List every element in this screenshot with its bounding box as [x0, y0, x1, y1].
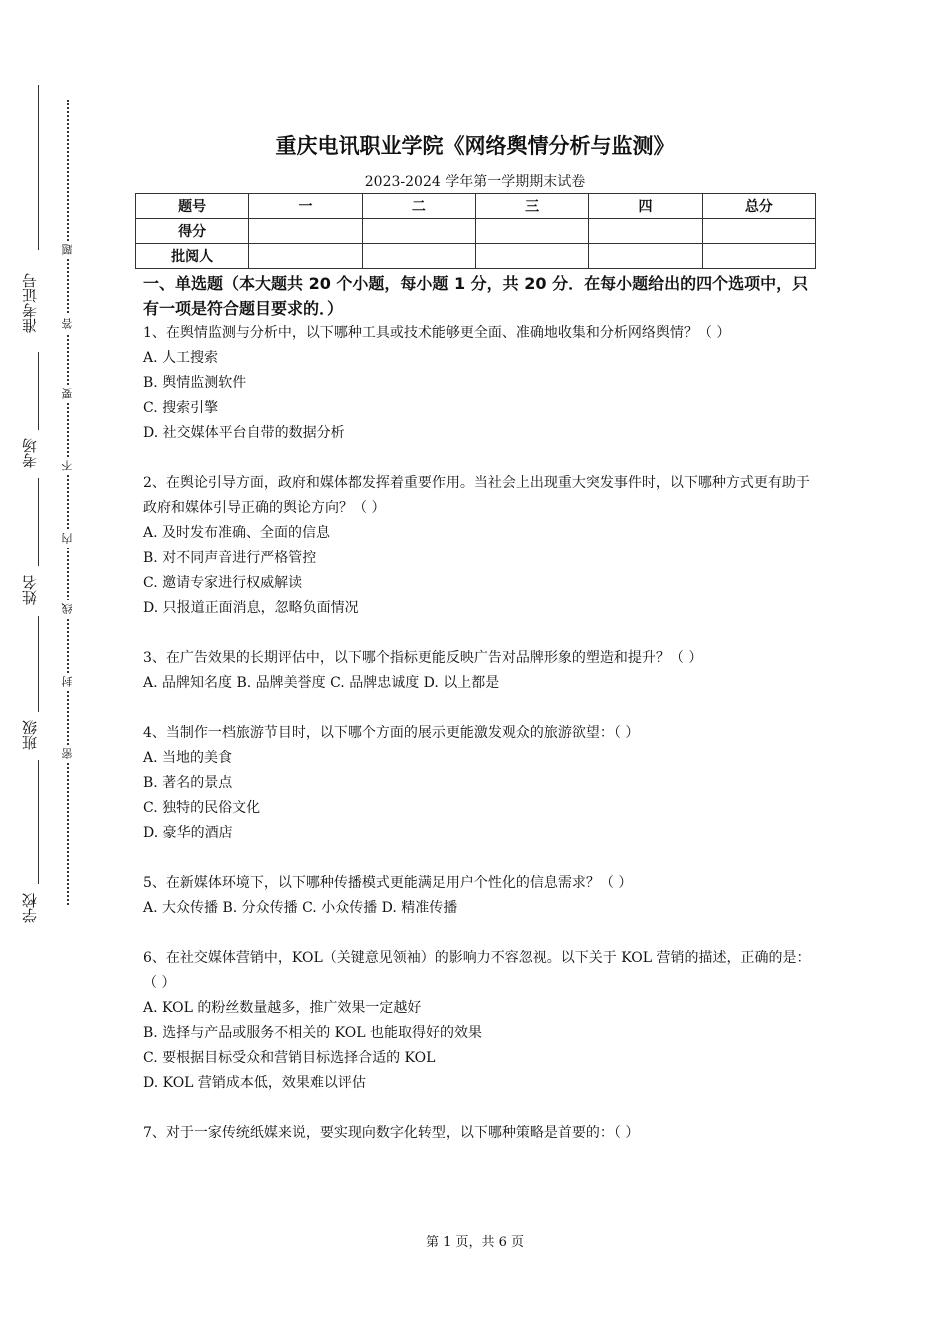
option-c: C. 要根据目标受众和营销目标选择合适的 KOL — [143, 1050, 436, 1066]
question-7 — [143, 1121, 815, 1146]
seal-char-mi: 密 — [60, 745, 76, 763]
school-blank — [38, 760, 39, 884]
seal-char-nei: 内 — [60, 530, 76, 548]
table-cell: 四 — [589, 194, 702, 219]
question-stem: 4、当制作一档旅游节目时，以下哪个方面的展示更能激发观众的旅游欲望：（ ） — [143, 725, 640, 741]
question-1 — [143, 321, 815, 446]
seal-line — [67, 100, 69, 905]
score-table — [135, 193, 816, 269]
binding-strip — [0, 0, 60, 1344]
class-label: 班级 — [21, 720, 39, 750]
exam-id-blank — [38, 85, 39, 250]
table-cell — [362, 219, 475, 244]
name-blank — [38, 478, 39, 566]
seal-char-bu: 不 — [60, 457, 76, 475]
option-d: D. 豪华的酒店 — [143, 825, 233, 841]
question-4 — [143, 721, 815, 846]
score-table-header-row — [136, 194, 816, 219]
table-cell: 得分 — [136, 219, 249, 244]
table-cell — [475, 244, 588, 269]
question-stem: 6、在社交媒体营销中，KOL（关键意见领袖）的影响力不容忽视。以下关于 KOL 营销的描述，正确的是：（ ） — [143, 950, 811, 991]
question-3 — [143, 646, 815, 696]
question-stem: 2、在舆论引导方面，政府和媒体都发挥着重要作用。当社会上出现重大突发事件时，以下哪种方式更有助于政府和媒体引导正确的舆论方向？（ ） — [143, 475, 810, 516]
question-stem: 3、在广告效果的长期评估中，以下哪个指标更能反映广告对品牌形象的塑造和提升？（ ） — [143, 650, 703, 666]
option-c: C. 独特的民俗文化 — [143, 800, 261, 816]
school-label: 学校 — [21, 893, 39, 923]
option-b: B. 著名的景点 — [143, 775, 233, 791]
table-cell — [475, 219, 588, 244]
option-b: B. 对不同声音进行严格管控 — [143, 550, 317, 566]
section-heading: 一、单选题（本大题共 20 个小题，每小题 1 分，共 20 分．在每小题给出的四个选项中，只有一项是符合题目要求的．） — [143, 274, 809, 318]
option-a: A. 人工搜索 — [143, 350, 219, 366]
seal-char-da: 答 — [60, 315, 76, 333]
table-cell: 二 — [362, 194, 475, 219]
option-a: A. KOL 的粉丝数量越多，推广效果一定越好 — [143, 1000, 422, 1016]
option-d: D. KOL 营销成本低，效果难以评估 — [143, 1075, 366, 1091]
option-d: D. 社交媒体平台自带的数据分析 — [143, 425, 345, 441]
question-stem: 7、对于一家传统纸媒来说，要实现向数字化转型，以下哪种策略是首要的：（ ） — [143, 1125, 640, 1141]
exam-room-label: 考场 — [21, 438, 39, 468]
table-cell — [702, 219, 815, 244]
page-number: 第 1 页，共 6 页 — [425, 1235, 525, 1250]
seal-char-feng: 封 — [60, 673, 76, 691]
table-cell: 题号 — [136, 194, 249, 219]
seal-char-ti: 题 — [60, 241, 76, 259]
table-cell — [589, 244, 702, 269]
table-cell — [249, 219, 362, 244]
option-b: B. 选择与产品或服务不相关的 KOL 也能取得好的效果 — [143, 1025, 482, 1041]
table-cell — [589, 219, 702, 244]
table-cell — [249, 244, 362, 269]
table-cell: 三 — [475, 194, 588, 219]
table-cell: 一 — [249, 194, 362, 219]
exam-room-blank — [38, 352, 39, 430]
name-label: 姓名 — [21, 575, 39, 605]
table-cell: 批阅人 — [136, 244, 249, 269]
table-cell — [702, 244, 815, 269]
option-a: A. 当地的美食 — [143, 750, 233, 766]
table-cell: 总分 — [702, 194, 815, 219]
question-5 — [143, 871, 815, 921]
class-blank — [38, 616, 39, 712]
option-d: D. 只报道正面消息，忽略负面情况 — [143, 600, 359, 616]
question-stem: 5、在新媒体环境下，以下哪种传播模式更能满足用户个性化的信息需求？（ ） — [143, 875, 633, 891]
question-6 — [143, 946, 815, 1096]
question-stem: 1、在舆情监测与分析中，以下哪种工具或技术能够更全面、准确地收集和分析网络舆情？（ ） — [143, 325, 731, 341]
option-b: B. 舆情监测软件 — [143, 375, 247, 391]
score-table-grader-row — [136, 244, 816, 269]
exam-id-label: 准考证号 — [21, 273, 39, 333]
option-line: A. 大众传播 B. 分众传播 C. 小众传播 D. 精准传播 — [143, 900, 458, 916]
exam-subtitle: 2023-2024 学年第一学期期末试卷 — [364, 174, 586, 190]
seal-char-xian: 线 — [60, 600, 76, 618]
question-list — [143, 321, 815, 1171]
option-c: C. 邀请专家进行权威解读 — [143, 575, 303, 591]
score-table-score-row — [136, 219, 816, 244]
exam-title: 重庆电讯职业学院《网络舆情分析与监测》 — [275, 134, 675, 158]
option-a: A. 及时发布准确、全面的信息 — [143, 525, 331, 541]
option-c: C. 搜索引擎 — [143, 400, 219, 416]
option-line: A. 品牌知名度 B. 品牌美誉度 C. 品牌忠诚度 D. 以上都是 — [143, 675, 500, 691]
table-cell — [362, 244, 475, 269]
seal-char-yao: 要 — [60, 385, 76, 403]
question-2 — [143, 471, 815, 621]
